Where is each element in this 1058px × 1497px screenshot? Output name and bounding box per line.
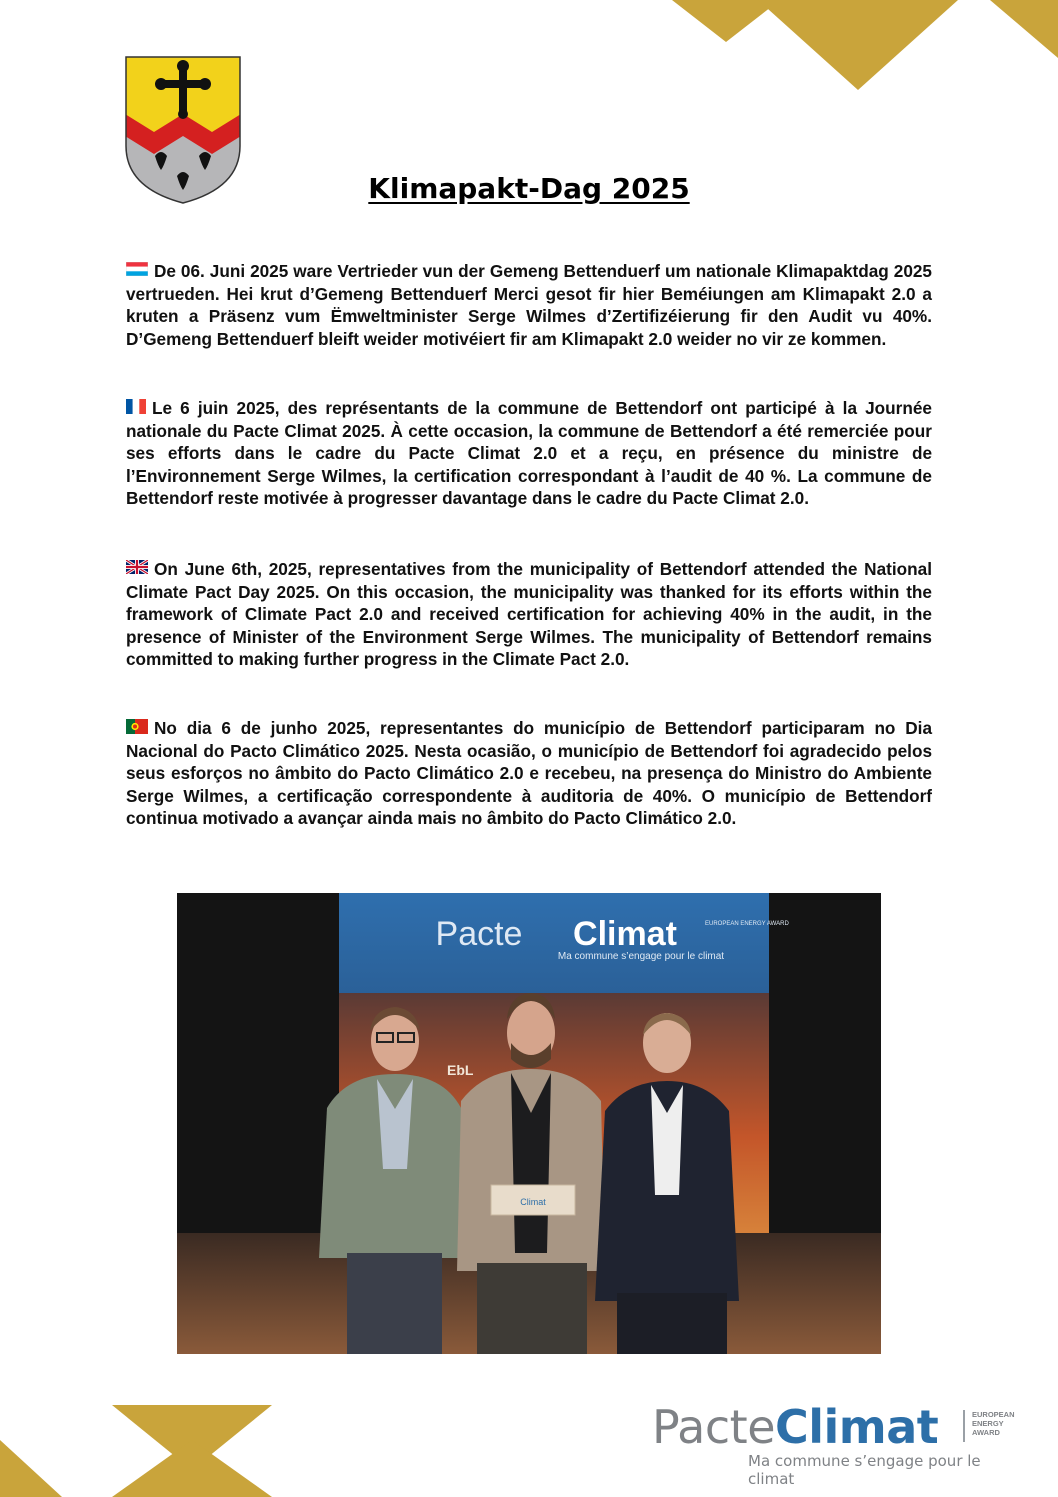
paragraph-text: No dia 6 de junho 2025, representantes do município de Bettendorf participaram no Dia Nacional do Pacto Climático 2025. Nesta ocasião, o município de Bettendorf foi agradecido pelos seus esforços no âmbito do Pacto Climático 2.0 e recebeu, na presença do Ministro do Ambiente Serge Wilmes, a certificação correspondente à auditoria de 40%. O município de Bettendorf continua motivado a avançar ainda mais no âmbito do Pacto Climático 2.0. [126, 718, 932, 829]
logo-wordmark [652, 1400, 938, 1454]
pacte-climat-logo [650, 1400, 1030, 1488]
certificate-plaque-text: Climat [520, 1197, 546, 1207]
luxembourg-flag-icon [126, 262, 148, 276]
banner-tagline-text: Ma commune s’engage pour le climat [557, 951, 725, 962]
logo-award-line: ENERGY [972, 1419, 1004, 1428]
banner-award-text: EUROPEAN ENERGY AWARD [705, 921, 789, 927]
paragraph-english [126, 558, 932, 671]
banner-pacte-text: Pacte [435, 915, 523, 953]
portugal-flag-icon [126, 719, 148, 734]
paragraph-french [126, 397, 932, 510]
banner-climat-text: Climat [573, 915, 677, 953]
logo-award-text [972, 1410, 1032, 1437]
bottom-gold-chevron-decoration [0, 1400, 320, 1497]
paragraph-text: On June 6th, 2025, representatives from the municipality of Bettendorf attended the National Climate Pact Day 2025. On this occasion, the municipality was thanked for its efforts within the framework of Climate Pact 2.0 and received certification for achieving 40% in the audit, in the presence of Minister of the Environment Serge Wilmes. The municipality of Bettendorf remains committed to making further progress in the Climate Pact 2.0. [126, 559, 932, 670]
sponsor-logo-text: EbL [447, 1062, 474, 1078]
uk-flag-icon [126, 560, 148, 574]
logo-divider [963, 1410, 965, 1442]
paragraph-text: Le 6 juin 2025, des représentants de la commune de Bettendorf ont participé à la Journée nationale du Pacte Climat 2025. À cette occasion, la commune de Bettendorf a été remerciée pour ses efforts dans le cadre du Pacte Climat 2.0 et a reçu, en présence du ministre de l’Environnement Serge Wilmes, la certification correspondant à l’audit de 40 %. La commune de Bettendorf reste motivée à progresser davantage dans le cadre du Pacte Climat 2.0. [126, 398, 932, 509]
logo-award-line: AWARD [972, 1428, 1000, 1437]
logo-award-line: EUROPEAN [972, 1410, 1015, 1419]
top-gold-chevron-decoration [660, 0, 1058, 95]
logo-climat-text: Climat [775, 1400, 939, 1454]
paragraph-luxembourgish [126, 260, 932, 350]
france-flag-icon [126, 399, 146, 414]
paragraph-text: De 06. Juni 2025 ware Vertrieder vun der Gemeng Bettenduerf um nationale Klimapaktdag 2025 vertrueden. Hei krut d’Gemeng Bettenduerf Merci gesot fir hier Beméiungen am Klimapakt 2.0 a kruten a Präsenz vum Ëmweltminister Serge Wilmes d’Zertifizéierung fir den Audit vu 40%. D’Gemeng Bettenduerf bleift weider motivéiert fir am Klimapakt 2.0 weider no vir ze kommen. [126, 261, 932, 349]
logo-tagline: Ma commune s’engage pour le climat [748, 1452, 981, 1488]
logo-pacte-text: Pacte [652, 1400, 775, 1454]
paragraph-portuguese [126, 717, 932, 830]
event-photo [177, 893, 881, 1354]
page-title: Klimapakt-Dag 2025 [368, 172, 690, 205]
